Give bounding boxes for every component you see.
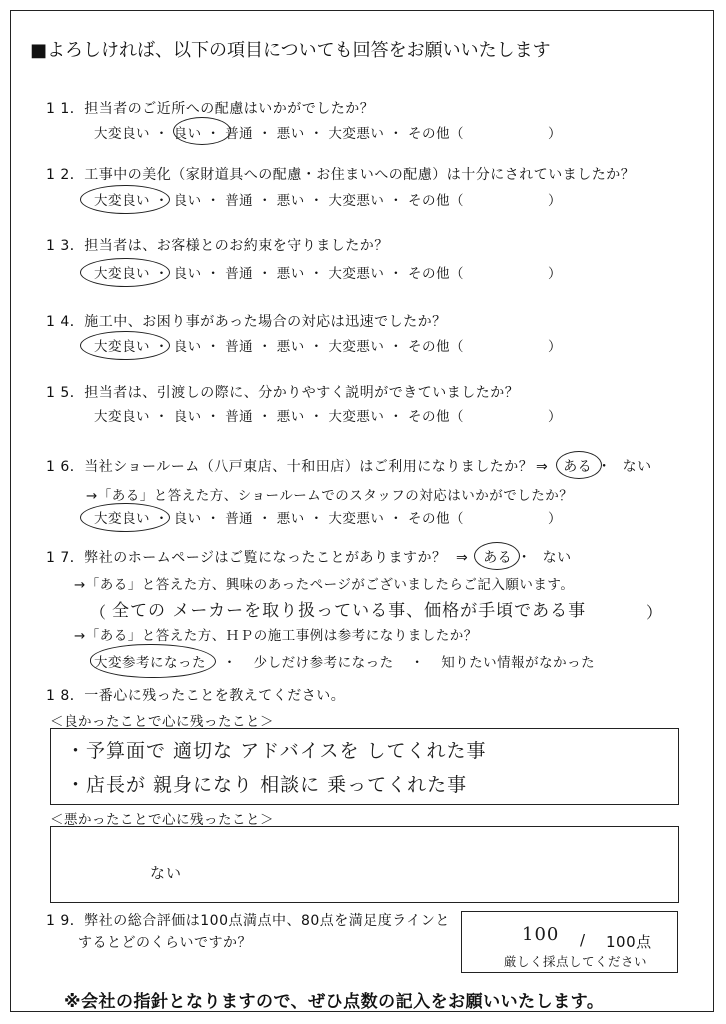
handwritten-answer: 全ての メーカーを取り扱っている事、価格が手頃である事 xyxy=(112,601,587,621)
score-value: 100 xyxy=(522,924,560,945)
option-good[interactable]: 良い xyxy=(173,511,202,527)
option-normal[interactable]: 普通 xyxy=(225,409,254,425)
q17-answer-row: ⇒ ある ・ ない xyxy=(456,550,572,566)
option-yes[interactable]: ある xyxy=(483,550,513,566)
option-other[interactable]: その他（ xyxy=(407,266,464,282)
q15-options: 大変良い ・ 良い ・ 普通 ・ 悪い ・ 大変悪い ・ その他（ ） xyxy=(94,409,562,425)
answer-circle xyxy=(80,185,170,214)
option-very-good[interactable]: 大変良い xyxy=(94,266,150,282)
answer-circle xyxy=(474,542,520,570)
option-bad[interactable]: 悪い xyxy=(276,409,305,425)
option-bad[interactable]: 悪い xyxy=(276,339,305,355)
option-good[interactable]: 良い xyxy=(173,126,202,142)
option-very-bad[interactable]: 大変悪い xyxy=(328,266,385,282)
option-other[interactable]: その他（ xyxy=(407,339,464,355)
q17-sub-question-1: →「ある」と答えた方、興味のあったページがございましたらご記入願います。 xyxy=(74,577,575,593)
question-16: 1 6．当社ショールーム（八戸東店、十和田店）はご利用になりましたか？ xyxy=(46,459,534,475)
option-very-bad[interactable]: 大変悪い xyxy=(328,339,385,355)
score-slash: / xyxy=(580,931,586,949)
answer-circle xyxy=(80,331,170,360)
option-normal[interactable]: 普通 xyxy=(225,339,254,355)
option-bad[interactable]: 悪い xyxy=(276,126,305,142)
option-very-bad[interactable]: 大変悪い xyxy=(328,193,385,209)
option-very-bad[interactable]: 大変悪い xyxy=(328,126,385,142)
option-other[interactable]: その他（ xyxy=(407,126,464,142)
bad-memory-label: ＜悪かったことで心に残ったこと＞ xyxy=(50,812,274,828)
handwritten-answer: ・店長が 親身になり 相談に 乗ってくれた事 xyxy=(66,774,468,796)
handwritten-answer: ・予算面で 適切な アドバイスを してくれた事 xyxy=(66,740,487,762)
option-normal[interactable]: 普通 xyxy=(225,126,254,142)
good-memory-label: ＜良かったことで心に残ったこと＞ xyxy=(50,714,274,730)
option-very-good[interactable]: 大変良い xyxy=(94,339,150,355)
option-normal[interactable]: 普通 xyxy=(225,511,254,527)
q16-sub-question: →「ある」と答えた方、ショールームでのスタッフの対応はいかがでしたか？ xyxy=(86,488,574,504)
page-title: ■よろしければ、以下の項目についても回答をお願いいたします xyxy=(30,40,551,61)
answer-circle xyxy=(90,644,216,678)
option-slightly-helpful[interactable]: 少しだけ参考になった xyxy=(253,655,394,671)
q17-choices: 大変参考になった ・ 少しだけ参考になった ・ 知りたい情報がなかった xyxy=(94,655,596,671)
question-11: 1 1．担当者のご近所への配慮はいかがでしたか？ xyxy=(46,101,375,117)
option-not-helpful[interactable]: 知りたい情報がなかった xyxy=(441,655,596,671)
score-max: 100点 xyxy=(606,933,652,951)
question-14: 1 4．施工中、お困り事があった場合の対応は迅速でしたか？ xyxy=(46,314,447,330)
q13-options: 大変良い ・ 良い ・ 普通 ・ 悪い ・ 大変悪い ・ その他（ ） xyxy=(94,266,562,282)
option-good[interactable]: 良い xyxy=(173,339,202,355)
answer-circle xyxy=(173,117,231,145)
option-other[interactable]: その他（ xyxy=(407,193,464,209)
answer-circle xyxy=(80,258,170,287)
option-very-bad[interactable]: 大変悪い xyxy=(328,511,385,527)
question-19-line-2: するとどのくらいですか？ xyxy=(78,935,252,951)
q16-options: 大変良い ・ 良い ・ 普通 ・ 悪い ・ 大変悪い ・ その他（ ） xyxy=(94,511,562,527)
option-bad[interactable]: 悪い xyxy=(276,511,305,527)
score-note: 厳しく採点してください xyxy=(504,954,648,969)
option-very-good[interactable]: 大変良い xyxy=(94,193,150,209)
q17-close-paren: ） xyxy=(646,603,663,622)
option-normal[interactable]: 普通 xyxy=(225,193,254,209)
q16-answer-row: ⇒ ある ・ ない xyxy=(536,459,652,475)
option-very-good[interactable]: 大変良い xyxy=(94,409,150,425)
q14-options: 大変良い ・ 良い ・ 普通 ・ 悪い ・ 大変悪い ・ その他（ ） xyxy=(94,339,562,355)
option-good[interactable]: 良い xyxy=(173,193,202,209)
bad-memory-box xyxy=(50,826,679,903)
question-13: 1 3．担当者は、お客様とのお約束を守りましたか？ xyxy=(46,238,389,254)
option-good[interactable]: 良い xyxy=(173,266,202,282)
question-15: 1 5．担当者は、引渡しの際に、分かりやすく説明ができていましたか？ xyxy=(46,385,520,401)
option-no[interactable]: ない xyxy=(622,459,652,475)
q11-options: 大変良い ・ 良い ・ 普通 ・ 悪い ・ 大変悪い ・ その他（ ） xyxy=(94,126,562,142)
option-other[interactable]: その他（ xyxy=(407,511,464,527)
question-17: 1 7．弊社のホームページはご覧になったことがありますか？ xyxy=(46,550,447,566)
footer-note: ※会社の指針となりますので、ぜひ点数の記入をお願いいたします。 xyxy=(64,992,605,1012)
q17-open-paren: （ xyxy=(90,603,107,622)
option-very-helpful[interactable]: 大変参考になった xyxy=(94,655,206,671)
q17-sub-question-2: →「ある」と答えた方、ＨＰの施工事例は参考になりましたか？ xyxy=(74,628,478,644)
answer-circle xyxy=(80,503,170,532)
option-no[interactable]: ない xyxy=(542,550,572,566)
option-bad[interactable]: 悪い xyxy=(276,266,305,282)
option-good[interactable]: 良い xyxy=(173,409,202,425)
option-very-good[interactable]: 大変良い xyxy=(94,511,150,527)
question-19-line-1: 1 9．弊社の総合評価は100点満点中、80点を満足度ラインと xyxy=(46,913,450,929)
option-very-good[interactable]: 大変良い xyxy=(94,126,150,142)
option-normal[interactable]: 普通 xyxy=(225,266,254,282)
option-bad[interactable]: 悪い xyxy=(276,193,305,209)
question-18: 1 8．一番心に残ったことを教えてください。 xyxy=(46,688,346,704)
option-yes[interactable]: ある xyxy=(563,459,593,475)
option-very-bad[interactable]: 大変悪い xyxy=(328,409,385,425)
answer-circle xyxy=(556,451,602,479)
question-12: 1 2．工事中の美化（家財道具への配慮・お住まいへの配慮）は十分にされていましたか？ xyxy=(46,167,636,183)
option-other[interactable]: その他（ xyxy=(407,409,464,425)
handwritten-answer: ない xyxy=(150,864,183,882)
q12-options: 大変良い ・ 良い ・ 普通 ・ 悪い ・ 大変悪い ・ その他（ ） xyxy=(94,193,562,209)
